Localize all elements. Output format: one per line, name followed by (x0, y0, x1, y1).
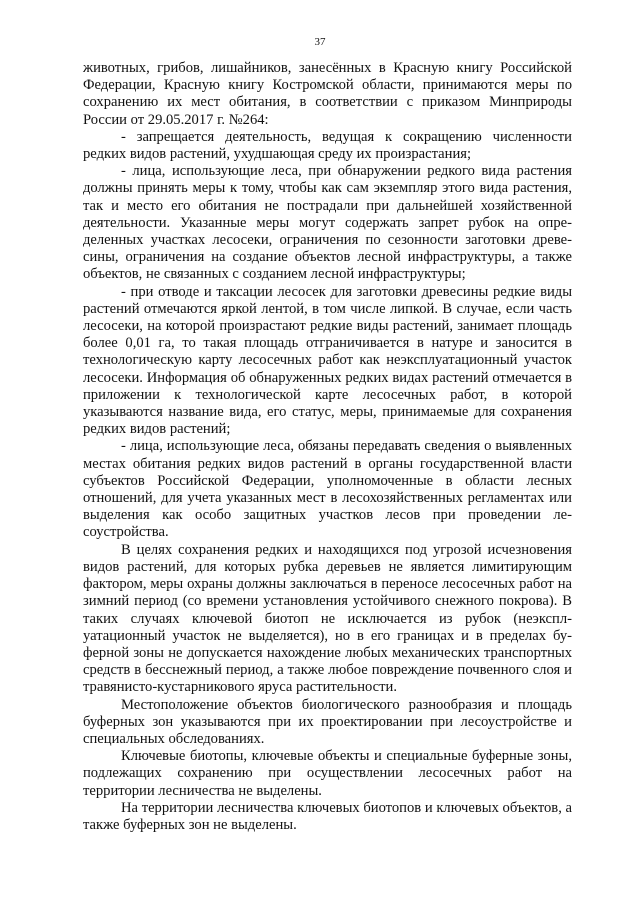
paragraph-winter-logging: В целях сохранения редких и находящихся под угрозой исчезновения видов растений, для которых рубка деревьев не является лимитирующим фактором, меры охраны должны заключаться в переносе лесосечных работ на зимний период (со времени установления устойчивого снежного покрова). В таких случаях ключевой биотоп не исключается из рубок (неэксплуатационный участок не выделяется), но в его границах и в пределах буферной зоны не допускается нахождение любых механических транспортных средств в бесснежный период, а также любое повреждение почвенного слоя и травянисто-кустарникового яруса растительности. (83, 541, 572, 696)
document-body (83, 60, 572, 834)
list-item-marking-plots: - при отводе и таксации лесосек для заготовки древесины редкие виды растений отмечаются яркой лентой, в том числе липкой. В случае, если часть лесосеки, на которой произрастают редкие виды растений, занимает площадь более 0,01 га, то такая площадь отграничивается в натуре и заносится в технологическую карту лесосечных работ как неэксплуатационный участок лесосеки. Информация об обнаруженных редких видах растений отмечается в приложении к технологической карте лесосечных работ, в которой указываются название вида, его статус, меры, принимаемые для сохранения редких видов растений; (83, 283, 572, 438)
list-item-reporting: - лица, использующие леса, обязаны передавать сведения о выявленных местах обитания редких видов растений в органы государственной власти субъектов Российской Федерации, уполномоченные в области лесных отношений, для учета указанных мест в лесохозяйственных регламентах или выделения как особо защитных участков лесов при проведении лесоустройства. (83, 438, 572, 541)
paragraph-territory-summary: На территории лесничества ключевых биотопов и ключевых объектов, а также буферных зон не выделены. (83, 799, 572, 833)
paragraph-continuation: животных, грибов, лишайников, занесённых в Красную книгу Российской Федерации, Красную книгу Костромской области, принимаются меры по сохранению их мест обитания, в соответствии с приказом Минприроды России от 29.05.2017 г. №264: (83, 60, 572, 128)
page-number: 37 (314, 36, 326, 48)
paragraph-key-biotopes: Ключевые биотопы, ключевые объекты и специальные буферные зоны, подлежащих сохранению при осуществлении лесосечных работ на территории лесничества не выделены. (83, 748, 572, 799)
list-item-prohibition: - запрещается деятельность, ведущая к сокращению численности редких видов растений, ухудшающая среду их произрастания; (83, 128, 572, 163)
paragraph-location-objects: Местоположение объектов биологического разнообразия и площадь буферных зон указываются при их проектировании при лесоустройстве и специальных обследованиях. (83, 696, 572, 747)
list-item-forest-users-measures: - лица, использующие леса, при обнаружении редкого вида растения должны принять меры к тому, чтобы как сам экземпляр этого вида растения, так и место его обитания не пострадали при дальнейшей хозяйственной деятельности. Указанные меры могут содержать запрет рубок на определенных участках лесосеки, ограничения по сезонности заготовки древесины, ограничения на создание объектов лесной инфраструктуры, а также объектов, не связанных с созданием лесной инфраструктуры; (83, 163, 572, 283)
